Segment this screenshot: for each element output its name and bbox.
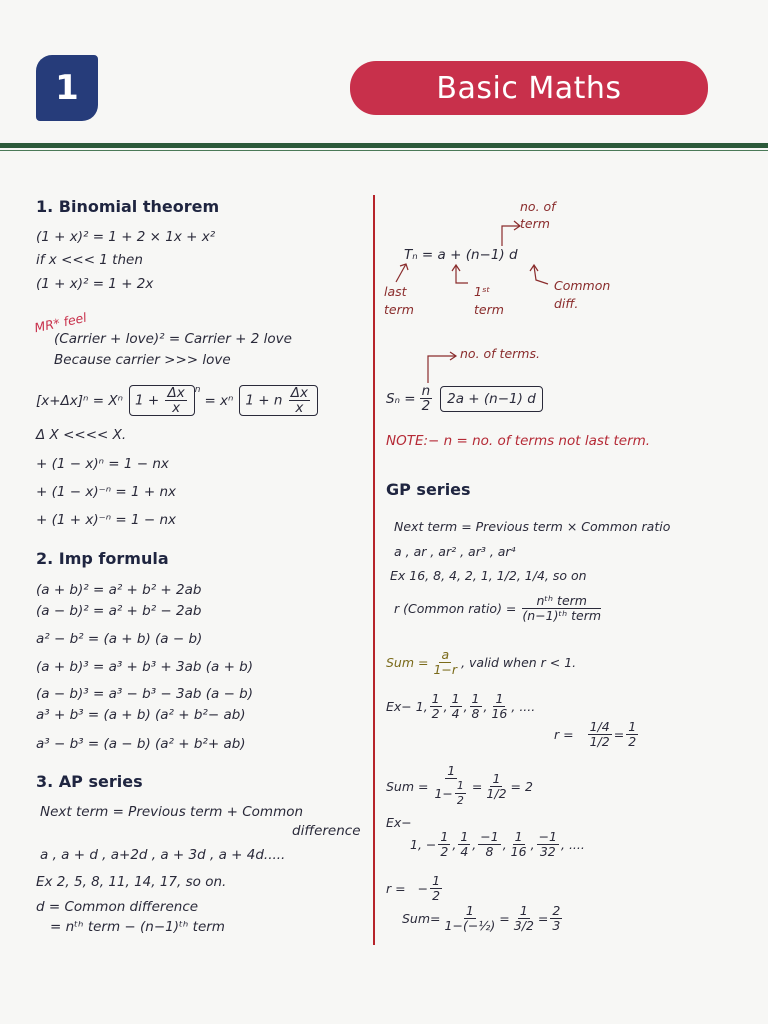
common-diff-note: Common diff.: [554, 278, 611, 311]
ap-next-term-line1: Next term = Previous term + Common: [40, 804, 304, 820]
gp-ex3-num: 1: [460, 829, 469, 844]
gp-ex3-den: 16: [510, 844, 527, 859]
gp-ratio-num: nᵗʰ term: [522, 594, 600, 609]
gp-ratio-label: r (Common ratio) =: [394, 601, 517, 616]
gp-r2-res-den: 2: [628, 734, 637, 749]
gp-sum3-d2: 3/2: [513, 918, 534, 933]
gp-sum2-den2: 1/2: [486, 785, 507, 801]
imp-formula-3: a² − b² = (a + b) (a − b): [36, 631, 203, 647]
gp-ratio-formula: [394, 594, 605, 623]
gp-example3: 1, − $\frac{1}{2}$ , $\frac{1}{4}$ , $\frac{-1}{8}$ , $\frac{1}{16}$ , $\frac{-1}{32}$ , ....: [410, 829, 585, 859]
binomial-general-formula: [x+Δx]ⁿ = Xⁿ 1 + $\frac{\Delta x}{x}$ $^n$ = xⁿ 1 + n $\frac{\Delta x}{x}$: [36, 385, 318, 416]
gp-r3-num: 1: [432, 873, 441, 888]
gp-ex2-den: 16: [491, 706, 508, 721]
imp-formula-2: (a − b)² = a² + b² − 2ab: [36, 603, 202, 619]
gp-r2-den: 1/2: [589, 734, 610, 749]
no-of-term-note: no. of term: [520, 199, 556, 231]
gp-ex3-num: −1: [538, 829, 557, 844]
gp-sequence: a , ar , ar² , ar³ , ar⁴: [394, 544, 516, 559]
imp-formula-1: (a + b)² = a² + b² + 2ab: [36, 582, 202, 598]
chapter-number-badge: 1: [36, 55, 98, 121]
gp-r2-formula: r = $\frac{1/4}{1/2}$ = $\frac{1}{2}$: [554, 719, 637, 749]
gp-sum3-n1: 1: [465, 903, 474, 918]
delta-note: Δ X <<<< X.: [36, 427, 127, 443]
gp-r3-formula: [386, 874, 444, 903]
binomial-bullet3: + (1 + x)⁻ⁿ = 1 − nx: [36, 512, 177, 528]
binomial-line3: (1 + x)² = 1 + 2x: [36, 276, 154, 292]
gp-ratio-den: (n−1)ᵗʰ term: [522, 608, 602, 623]
gp-sum-den: 1−r: [433, 662, 458, 677]
gp-sum2-label: Sum =: [386, 778, 429, 794]
last-term-note: last term: [384, 284, 414, 317]
note-line: NOTE:− n = no. of terms not last term.: [386, 433, 651, 449]
imp-formula-5: (a − b)³ = a³ − b³ − 3ab (a − b): [36, 686, 254, 702]
gp-sum3-d3: 3: [552, 918, 561, 933]
chapter-title-banner: Basic Maths: [350, 61, 708, 115]
binomial-bullet1: + (1 − x)ⁿ = 1 − nx: [36, 456, 169, 472]
gp-sum3-n3: 2: [552, 903, 561, 918]
gp-ex2-den: 8: [471, 706, 480, 721]
gp-r2-res-num: 1: [628, 719, 637, 734]
gp-ex2-den: 2: [431, 706, 440, 721]
general-dx-num: Δx: [167, 385, 185, 401]
ap-next-term-line2: difference: [292, 823, 361, 839]
gp-r2-num: 1/4: [589, 719, 610, 734]
gp-r3-den: 2: [432, 888, 441, 903]
general-eq: = xⁿ: [204, 392, 234, 409]
carrier-line2: Because carrier >>> love: [54, 352, 231, 368]
mr-feel-note: MR* feel: [33, 309, 88, 336]
sn-two: 2: [421, 398, 431, 414]
gp-r2-label: r =: [554, 727, 574, 742]
section-heading-imp-formula: 2. Imp formula: [36, 549, 169, 568]
gp-ex2-den: 4: [451, 706, 460, 721]
sn-n: n: [421, 383, 431, 399]
gp-ex2-label: Ex− 1,: [386, 699, 428, 714]
gp-sum3-n2: 1: [519, 903, 528, 918]
gp-ex2-num: 1: [451, 691, 460, 706]
gp-sum3-formula: Sum= $\frac{1}{\text{1−(−½)}}$ = $\frac{1}{3/2}$ = $\frac{2}{3}$: [402, 903, 561, 933]
gp-sum2-formula: Sum = 1 1− $\frac{1}{2}$ = $\frac{1}{1/2}$ = 2: [386, 763, 533, 807]
binomial-bullet2: + (1 − x)⁻ⁿ = 1 + nx: [36, 484, 177, 500]
gp-sum2-num: 1: [447, 763, 456, 778]
gp-ex3-label: Ex−: [386, 815, 412, 830]
first-term-note: 1ˢᵗ term: [474, 284, 504, 317]
sn-formula: [386, 384, 543, 413]
carrier-line1: (Carrier + love)² = Carrier + 2 love: [54, 331, 292, 347]
gp-sum-num: a: [441, 647, 450, 662]
gp-ex3-num: −1: [480, 829, 499, 844]
gp-sum2-den-a: 1−: [434, 785, 453, 801]
gp-ex3-num: 1: [440, 829, 449, 844]
general-lhs: [x+Δx]ⁿ = Xⁿ: [36, 392, 123, 409]
gp-sum-label: Sum =: [386, 655, 429, 670]
gp-sum2-num2: 1: [492, 770, 501, 786]
gp-ex2-num: 1: [471, 691, 480, 706]
gp-r3-sign: −: [417, 881, 429, 896]
gp-ex3-den: 8: [485, 844, 494, 859]
gp-sum3-d1: 1−(−½): [444, 918, 496, 933]
tn-formula: Tₙ = a + (n−1) d: [404, 247, 518, 263]
general-x-den-2: x: [295, 400, 304, 416]
gp-r3-label: r =: [386, 881, 406, 896]
gp-sum2-den-d: 2: [456, 794, 464, 807]
section-heading-binomial: 1. Binomial theorem: [36, 197, 220, 216]
general-one-plus: 1 +: [134, 392, 160, 409]
binomial-line1: (1 + x)² = 1 + 2 × 1x + x²: [36, 229, 216, 245]
gp-sum3-label: Sum=: [402, 911, 441, 926]
gp-sum2-den-n: 1: [456, 779, 464, 792]
gp-ex3-tail: , ....: [561, 837, 585, 852]
general-dx-num-2: Δx: [290, 385, 308, 401]
binomial-line2: if x <<< 1 then: [36, 252, 143, 268]
gp-sum-cond: , valid when r < 1.: [461, 655, 577, 670]
ap-example: Ex 2, 5, 8, 11, 14, 17, so on.: [36, 874, 227, 890]
gp-ex3-first: 1, −: [410, 837, 437, 852]
imp-formula-7: a³ − b³ = (a − b) (a² + b²+ ab): [36, 736, 246, 752]
gp-ex3-den: 4: [460, 844, 469, 859]
section-heading-gp-series: GP series: [386, 480, 471, 499]
ap-sequence: a , a + d , a+2d , a + 3d , a + 4d.....: [40, 847, 286, 863]
gp-example2: Ex− 1, $\frac{1}{2}$ , $\frac{1}{4}$ , $\frac{1}{8}$ , $\frac{1}{16}$ , ....: [386, 691, 536, 721]
general-x-den: x: [172, 400, 181, 416]
no-of-terms-note: no. of terms.: [460, 346, 540, 361]
gp-next-term: Next term = Previous term × Common ratio: [394, 519, 671, 534]
gp-example: Ex 16, 8, 4, 2, 1, 1/2, 1/4, so on: [390, 568, 587, 583]
gp-ex2-tail: , ....: [511, 699, 536, 714]
imp-formula-4: (a + b)³ = a³ + b³ + 3ab (a + b): [36, 659, 254, 675]
section-heading-ap-series: 3. AP series: [36, 772, 143, 791]
sn-bracket: 2a + (n−1) d: [440, 386, 543, 412]
gp-ex3-num: 1: [514, 829, 523, 844]
gp-ex2-num: 1: [431, 691, 440, 706]
imp-formula-6: a³ + b³ = (a + b) (a² + b²− ab): [36, 707, 246, 723]
sn-label: Sₙ =: [386, 390, 416, 407]
gp-ex2-num: 1: [495, 691, 504, 706]
gp-ex3-den: 32: [539, 844, 556, 859]
ap-d-line1: d = Common difference: [36, 899, 199, 915]
general-one-plus-n: 1 + n: [245, 392, 283, 409]
gp-sum-formula: [386, 648, 576, 677]
gp-sum2-result: = 2: [510, 778, 533, 794]
ap-d-line2: = nᵗʰ term − (n−1)ᵗʰ term: [50, 919, 225, 935]
gp-ex3-den: 2: [440, 844, 449, 859]
